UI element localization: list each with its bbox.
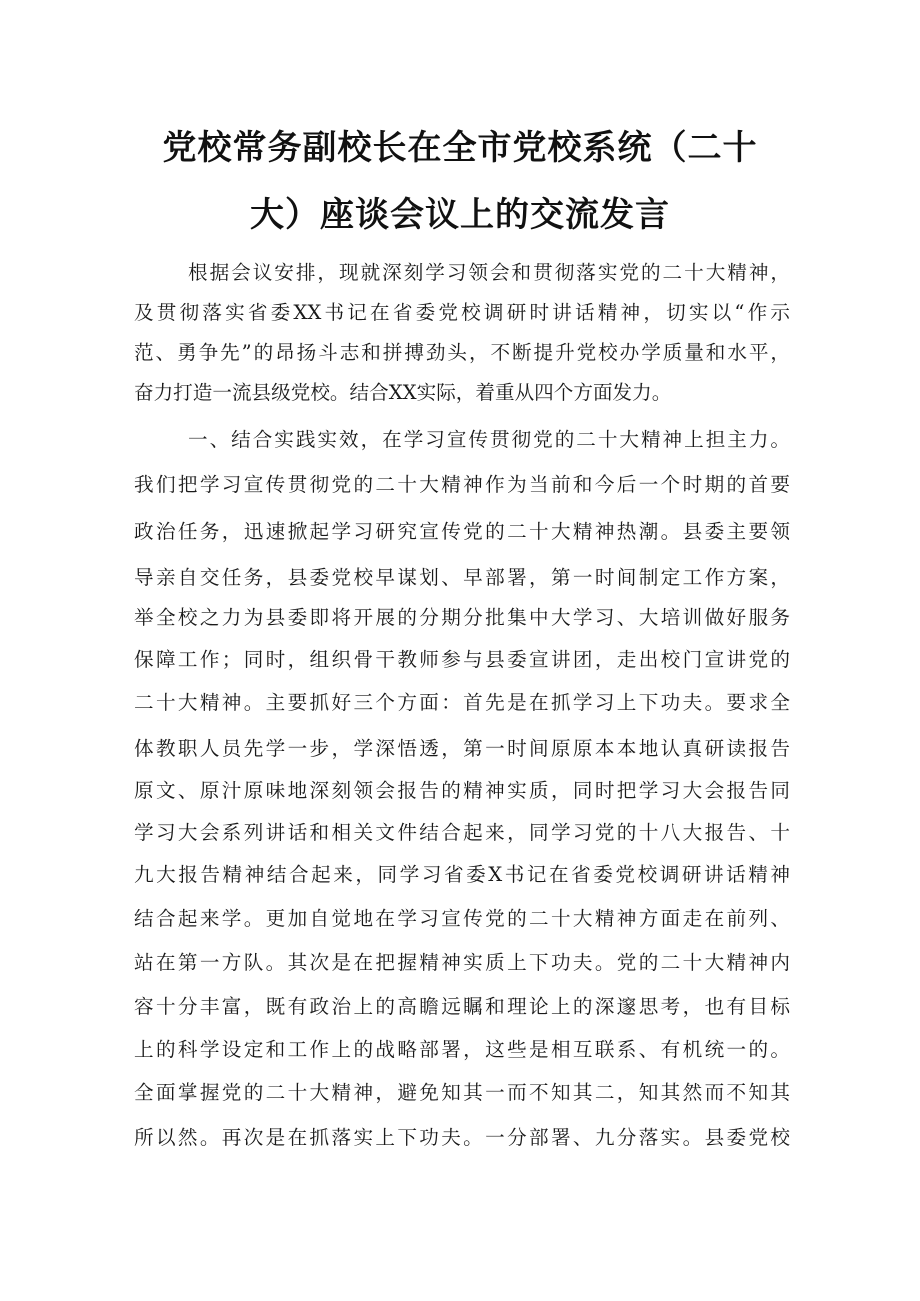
paragraph-line: 举全校之力为县委即将开展的分期分批集中大学习、大培训做好服务 (134, 606, 790, 629)
paragraph-line: 根据会议安排，现就深刻学习领会和贯彻落实党的二十大精神， (188, 261, 790, 284)
paragraph-line: 结合起来学。更加自觉地在学习宣传党的二十大精神方面走在前列、 (134, 907, 790, 930)
paragraph-line: 一、结合实践实效，在学习宣传贯彻党的二十大精神上担主力。 (188, 428, 790, 451)
paragraph-line: 学习大会系列讲话和相关文件结合起来，同学习党的十八大报告、十 (134, 821, 790, 844)
paragraph-line: 所以然。再次是在抓落实上下功夫。一分部署、九分落实。县委党校 (134, 1126, 790, 1149)
paragraph-line: 导亲自交任务，县委党校早谋划、早部署，第一时间制定工作方案， (134, 566, 790, 589)
paragraph-line: 上的科学设定和工作上的战略部署，这些是相互联系、有机统一的。 (134, 1038, 790, 1061)
paragraph-line: 九大报告精神结合起来，同学习省委X书记在省委党校调研讲话精神 (134, 863, 790, 886)
paragraph-line: 体教职人员先学一步，学深悟透，第一时间原原本本地认真研读报告 (134, 737, 790, 760)
paragraph-line: 保障工作；同时，组织骨干教师参与县委宣讲团，走出校门宣讲党的 (134, 648, 790, 671)
paragraph-line: 全面掌握党的二十大精神，避免知其一而不知其二，知其然而不知其 (134, 1081, 790, 1104)
paragraph-line: 原文、原汁原味地深刻领会报告的精神实质，同时把学习大会报告同 (134, 779, 790, 802)
document-title-line-1: 党校常务副校长在全市党校系统（二十 (162, 128, 758, 168)
paragraph-line: 站在第一方队。其次是在把握精神实质上下功夫。党的二十大精神内 (134, 951, 790, 974)
paragraph-line: 容十分丰富，既有政治上的高瞻远瞩和理论上的深邃思考，也有目标 (134, 995, 790, 1018)
document-title-line-2: 大）座谈会议上的交流发言 (250, 195, 670, 235)
paragraph-line: 及贯彻落实省委XX书记在省委党校调研时讲话精神，切实以“作示 (134, 301, 790, 324)
paragraph-line: 奋力打造一流县级党校。结合XX实际，着重从四个方面发力。 (134, 381, 672, 404)
paragraph-line: 二十大精神。主要抓好三个方面：首先是在抓学习上下功夫。要求全 (134, 691, 790, 714)
paragraph-line: 范、勇争先”的昂扬斗志和拼搏劲头，不断提升党校办学质量和水平， (134, 341, 790, 364)
paragraph-line: 我们把学习宣传贯彻党的二十大精神作为当前和今后一个时期的首要 (134, 473, 790, 496)
paragraph-line: 政治任务，迅速掀起学习研究宣传党的二十大精神热潮。县委主要领 (134, 520, 790, 543)
